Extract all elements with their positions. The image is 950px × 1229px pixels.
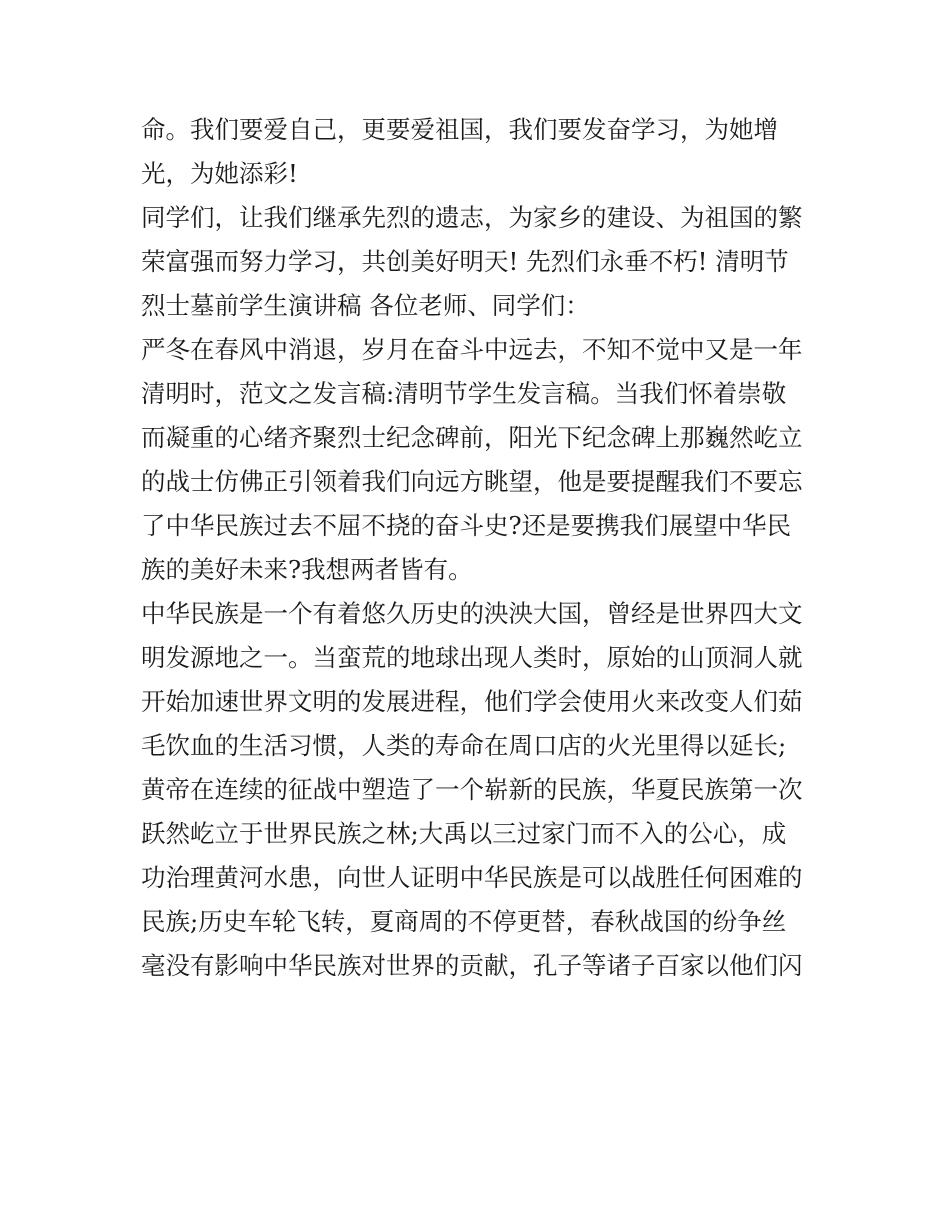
text-line: 严冬在春风中消退，岁月在奋斗中远去，不知不觉中又是一年 [141, 335, 803, 364]
text-line: 命。我们要爱自己，更要爱祖国，我们要发奋学习，为她增 [141, 115, 778, 144]
text-line: 光，为她添彩! [141, 159, 298, 188]
text-line: 的战士仿佛正引领着我们向远方眺望，他是要提醒我们不要忘 [141, 467, 803, 496]
text-line: 族的美好未来?我想两者皆有。 [141, 555, 473, 584]
text-line: 毫没有影响中华民族对世界的贡献，孔子等诸子百家以他们闪 [141, 951, 803, 980]
text-line: 毛饮血的生活习惯，人类的寿命在周口店的火光里得以延长; [141, 731, 787, 760]
text-line: 跃然屹立于世界民族之林;大禹以三过家门而不入的公心，成 [141, 819, 787, 848]
text-line: 而凝重的心绪齐聚烈士纪念碑前，阳光下纪念碑上那巍然屹立 [141, 423, 803, 452]
text-line: 了中华民族过去不屈不挠的奋斗史?还是要携我们展望中华民 [141, 511, 792, 540]
text-line: 同学们，让我们继承先烈的遗志，为家乡的建设、为祖国的繁 [141, 203, 803, 232]
body-text [141, 108, 831, 988]
text-line: 中华民族是一个有着悠久历史的泱泱大国，曾经是世界四大文 [141, 599, 803, 628]
text-line: 明发源地之一。当蛮荒的地球出现人类时，原始的山顶洞人就 [141, 643, 803, 672]
text-line: 清明时，范文之发言稿:清明节学生发言稿。当我们怀着崇敬 [141, 379, 787, 408]
text-line: 开始加速世界文明的发展进程，他们学会使用火来改变人们茹 [141, 687, 803, 716]
text-line: 功治理黄河水患，向世人证明中华民族是可以战胜任何困难的 [141, 863, 803, 892]
text-line: 黄帝在连续的征战中塑造了一个崭新的民族，华夏民族第一次 [141, 775, 803, 804]
text-line: 烈士墓前学生演讲稿 各位老师、同学们： [141, 291, 590, 320]
text-line: 荣富强而努力学习，共创美好明天! 先烈们永垂不朽! 清明节 [141, 247, 789, 276]
text-line: 民族;历史车轮飞转，夏商周的不停更替，春秋战国的纷争丝 [141, 907, 787, 936]
